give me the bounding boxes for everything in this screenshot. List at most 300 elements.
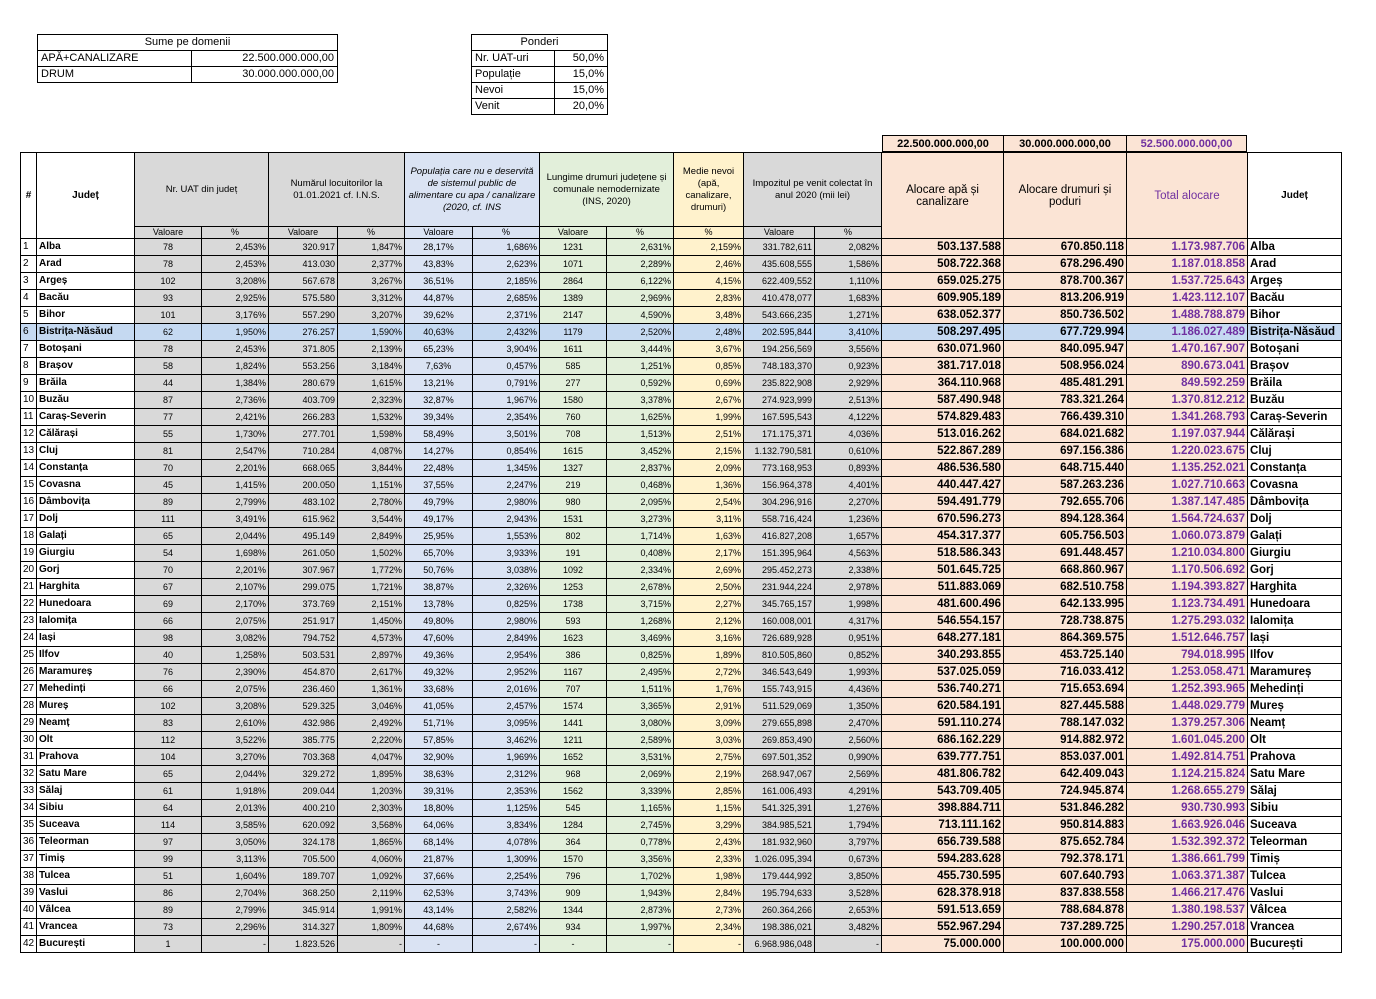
row-index[interactable]: 41	[21, 919, 37, 936]
total-alocare-value[interactable]: 1.466.217.476	[1127, 885, 1248, 902]
nedes-pct[interactable]: 3,904%	[473, 341, 540, 358]
row-index[interactable]: 35	[21, 817, 37, 834]
nevoi-value[interactable]: 1,36%	[674, 477, 744, 494]
row-judet[interactable]: Bistrița-Năsăud	[37, 324, 135, 341]
alocare-drum-value[interactable]: 837.838.558	[1004, 885, 1127, 902]
pop-value[interactable]: 385.775	[269, 732, 338, 749]
row-judet-right[interactable]: Ilfov	[1248, 647, 1342, 664]
impozit-value[interactable]: 295.452,273	[744, 562, 815, 579]
drum-length-pct[interactable]: 2,631%	[607, 239, 674, 256]
nevoi-value[interactable]: 2,67%	[674, 392, 744, 409]
impozit-value[interactable]: 1.026.095,394	[744, 851, 815, 868]
row-judet[interactable]: Prahova	[37, 749, 135, 766]
alocare-apa-value[interactable]: 508.297.495	[882, 324, 1004, 341]
nedes-value[interactable]: 40,63%	[405, 324, 473, 341]
alocare-drum-value[interactable]: 950.814.883	[1004, 817, 1127, 834]
uat-pct[interactable]: 1,698%	[202, 545, 269, 562]
ponderi-row[interactable]	[472, 51, 608, 67]
table-row[interactable]	[21, 698, 1342, 715]
impozit-pct[interactable]: 2,929%	[815, 375, 882, 392]
alocare-apa-value[interactable]: 340.293.855	[882, 647, 1004, 664]
row-judet[interactable]: Dâmbovița	[37, 494, 135, 511]
table-row[interactable]	[21, 528, 1342, 545]
drum-length-value[interactable]: 2864	[540, 273, 607, 290]
table-row[interactable]	[21, 273, 1342, 290]
impozit-pct[interactable]: 1,586%	[815, 256, 882, 273]
drum-length-pct[interactable]: 3,452%	[607, 443, 674, 460]
impozit-pct[interactable]: 3,556%	[815, 341, 882, 358]
row-judet-right[interactable]: Brăila	[1248, 375, 1342, 392]
total-alocare-value[interactable]: 1.386.661.799	[1127, 851, 1248, 868]
impozit-value[interactable]: 622.409,552	[744, 273, 815, 290]
uat-value[interactable]: 83	[135, 715, 202, 732]
nedes-value[interactable]: 13,21%	[405, 375, 473, 392]
pop-pct[interactable]: 1,809%	[338, 919, 405, 936]
uat-pct[interactable]: 3,176%	[202, 307, 269, 324]
uat-pct[interactable]: 2,013%	[202, 800, 269, 817]
drum-length-pct[interactable]: 3,378%	[607, 392, 674, 409]
pop-pct[interactable]: 1,721%	[338, 579, 405, 596]
nedes-value[interactable]: 38,87%	[405, 579, 473, 596]
impozit-pct[interactable]: 3,528%	[815, 885, 882, 902]
nedes-pct[interactable]: 3,743%	[473, 885, 540, 902]
alocare-drum-value[interactable]: 813.206.919	[1004, 290, 1127, 307]
total-alocare-value[interactable]: 1.488.788.879	[1127, 307, 1248, 324]
nedes-pct[interactable]: 0,457%	[473, 358, 540, 375]
row-index[interactable]: 39	[21, 885, 37, 902]
impozit-pct[interactable]: 3,850%	[815, 868, 882, 885]
alocare-drum-value[interactable]: 715.653.694	[1004, 681, 1127, 698]
drum-length-pct[interactable]: -	[607, 936, 674, 953]
pop-pct[interactable]: 1,865%	[338, 834, 405, 851]
nedes-value[interactable]: 58,49%	[405, 426, 473, 443]
nedes-value[interactable]: 68,14%	[405, 834, 473, 851]
uat-value[interactable]: 62	[135, 324, 202, 341]
row-judet-right[interactable]: Bistrița-Năsăud	[1248, 324, 1342, 341]
total-alocare-value[interactable]: 175.000.000	[1127, 936, 1248, 953]
nevoi-value[interactable]: 2,12%	[674, 613, 744, 630]
pop-pct[interactable]: 1,895%	[338, 766, 405, 783]
nevoi-value[interactable]: 1,63%	[674, 528, 744, 545]
row-judet[interactable]: Caraș-Severin	[37, 409, 135, 426]
nedes-pct[interactable]: 1,967%	[473, 392, 540, 409]
impozit-value[interactable]: 269.853,490	[744, 732, 815, 749]
alocare-apa-value[interactable]: 537.025.059	[882, 664, 1004, 681]
drum-length-pct[interactable]: 3,531%	[607, 749, 674, 766]
alocare-drum-value[interactable]: 642.409.043	[1004, 766, 1127, 783]
nedes-value[interactable]: 47,60%	[405, 630, 473, 647]
drum-length-pct[interactable]: 2,873%	[607, 902, 674, 919]
pop-pct[interactable]: 2,151%	[338, 596, 405, 613]
nedes-pct[interactable]: 3,834%	[473, 817, 540, 834]
alocare-drum-value[interactable]: 853.037.001	[1004, 749, 1127, 766]
nedes-value[interactable]: 43,14%	[405, 902, 473, 919]
impozit-value[interactable]: 345.765,157	[744, 596, 815, 613]
impozit-value[interactable]: 810.505,860	[744, 647, 815, 664]
alocare-apa-value[interactable]: 381.717.018	[882, 358, 1004, 375]
nevoi-value[interactable]: 2,46%	[674, 256, 744, 273]
nevoi-value[interactable]: 1,99%	[674, 409, 744, 426]
total-alocare-value[interactable]: 1.220.023.675	[1127, 443, 1248, 460]
pop-pct[interactable]: 1,450%	[338, 613, 405, 630]
row-index[interactable]: 29	[21, 715, 37, 732]
alocare-drum-value[interactable]: 875.652.784	[1004, 834, 1127, 851]
row-index[interactable]: 23	[21, 613, 37, 630]
drum-length-value[interactable]: 1327	[540, 460, 607, 477]
impozit-value[interactable]: 748.183,370	[744, 358, 815, 375]
pop-value[interactable]: 495.149	[269, 528, 338, 545]
nedes-pct[interactable]: 2,247%	[473, 477, 540, 494]
impozit-value[interactable]: 198.386,021	[744, 919, 815, 936]
row-judet[interactable]: Timiș	[37, 851, 135, 868]
pop-value[interactable]: 710.284	[269, 443, 338, 460]
total-alocare-value[interactable]: 1.187.018.858	[1127, 256, 1248, 273]
nedes-value[interactable]: 7,63%	[405, 358, 473, 375]
row-index[interactable]: 25	[21, 647, 37, 664]
impozit-pct[interactable]: 4,291%	[815, 783, 882, 800]
pop-pct[interactable]: 2,220%	[338, 732, 405, 749]
drum-length-value[interactable]: 1574	[540, 698, 607, 715]
table-row[interactable]	[21, 239, 1342, 256]
row-judet[interactable]: Mureș	[37, 698, 135, 715]
pop-value[interactable]: 705.500	[269, 851, 338, 868]
alocare-apa-value[interactable]: 670.596.273	[882, 511, 1004, 528]
alocare-drum-value[interactable]: 670.850.118	[1004, 239, 1127, 256]
uat-pct[interactable]: 2,075%	[202, 613, 269, 630]
impozit-value[interactable]: 260.364,266	[744, 902, 815, 919]
impozit-pct[interactable]: 3,797%	[815, 834, 882, 851]
row-judet-right[interactable]: Ialomița	[1248, 613, 1342, 630]
pop-pct[interactable]: 1,092%	[338, 868, 405, 885]
uat-value[interactable]: 70	[135, 460, 202, 477]
drum-length-pct[interactable]: 2,495%	[607, 664, 674, 681]
alocare-apa-value[interactable]: 503.137.588	[882, 239, 1004, 256]
drum-length-value[interactable]: 1253	[540, 579, 607, 596]
nevoi-value[interactable]: 3,09%	[674, 715, 744, 732]
total-alocare-value[interactable]: 1.663.926.046	[1127, 817, 1248, 834]
drum-length-value[interactable]: 364	[540, 834, 607, 851]
total-alocare-value[interactable]: 1.210.034.800	[1127, 545, 1248, 562]
pop-pct[interactable]: 2,617%	[338, 664, 405, 681]
impozit-pct[interactable]: 2,653%	[815, 902, 882, 919]
uat-value[interactable]: 99	[135, 851, 202, 868]
nedes-pct[interactable]: 2,354%	[473, 409, 540, 426]
pop-pct[interactable]: 3,312%	[338, 290, 405, 307]
alocare-drum-value[interactable]: 894.128.364	[1004, 511, 1127, 528]
pop-value[interactable]: 320.917	[269, 239, 338, 256]
pop-value[interactable]: 567.678	[269, 273, 338, 290]
drum-length-value[interactable]: 968	[540, 766, 607, 783]
nedes-value[interactable]: 28,17%	[405, 239, 473, 256]
ponderi-value[interactable]: 50,0%	[555, 51, 608, 67]
row-judet-right[interactable]: Cluj	[1248, 443, 1342, 460]
ponderi-label[interactable]: Nr. UAT-uri	[472, 51, 555, 67]
impozit-pct[interactable]: 1,276%	[815, 800, 882, 817]
impozit-value[interactable]: 194.256,569	[744, 341, 815, 358]
alocare-apa-value[interactable]: 628.378.918	[882, 885, 1004, 902]
pop-value[interactable]: 413.030	[269, 256, 338, 273]
drum-length-value[interactable]: 796	[540, 868, 607, 885]
row-judet-right[interactable]: Mehedinți	[1248, 681, 1342, 698]
drum-length-pct[interactable]: 3,080%	[607, 715, 674, 732]
pop-pct[interactable]: 1,203%	[338, 783, 405, 800]
pop-value[interactable]: 703.368	[269, 749, 338, 766]
drum-length-value[interactable]: 980	[540, 494, 607, 511]
row-judet[interactable]: Vâlcea	[37, 902, 135, 919]
alocare-drum-value[interactable]: 878.700.367	[1004, 273, 1127, 290]
uat-pct[interactable]: 3,585%	[202, 817, 269, 834]
alocare-apa-value[interactable]: 481.600.496	[882, 596, 1004, 613]
drum-length-value[interactable]: -	[540, 936, 607, 953]
row-judet[interactable]: Ilfov	[37, 647, 135, 664]
nevoi-value[interactable]: 2,91%	[674, 698, 744, 715]
total-alocare-value[interactable]: 1.387.147.485	[1127, 494, 1248, 511]
ponderi-value[interactable]: 15,0%	[555, 83, 608, 99]
nedes-value[interactable]: 37,66%	[405, 868, 473, 885]
pop-pct[interactable]: 3,267%	[338, 273, 405, 290]
nedes-value[interactable]: 21,87%	[405, 851, 473, 868]
nedes-value[interactable]: 65,23%	[405, 341, 473, 358]
pop-value[interactable]: 266.283	[269, 409, 338, 426]
row-index[interactable]: 16	[21, 494, 37, 511]
impozit-value[interactable]: 160.008,001	[744, 613, 815, 630]
alocare-drum-value[interactable]: 827.445.588	[1004, 698, 1127, 715]
row-index[interactable]: 17	[21, 511, 37, 528]
uat-value[interactable]: 61	[135, 783, 202, 800]
nevoi-value[interactable]: 3,29%	[674, 817, 744, 834]
sume-row[interactable]	[38, 67, 338, 83]
nedes-pct[interactable]: 2,185%	[473, 273, 540, 290]
table-row[interactable]	[21, 477, 1342, 494]
uat-pct[interactable]: 2,044%	[202, 528, 269, 545]
total-alocare-value[interactable]: 1.492.814.751	[1127, 749, 1248, 766]
table-row[interactable]	[21, 715, 1342, 732]
alocare-apa-value[interactable]: 398.884.711	[882, 800, 1004, 817]
impozit-value[interactable]: 268.947,067	[744, 766, 815, 783]
table-row[interactable]	[21, 834, 1342, 851]
row-judet-right[interactable]: Vrancea	[1248, 919, 1342, 936]
total-alocare-value[interactable]: 1.370.812.212	[1127, 392, 1248, 409]
row-index[interactable]: 10	[21, 392, 37, 409]
drum-length-pct[interactable]: 3,356%	[607, 851, 674, 868]
pop-value[interactable]: 553.256	[269, 358, 338, 375]
nedes-pct[interactable]: 2,371%	[473, 307, 540, 324]
drum-length-value[interactable]: 277	[540, 375, 607, 392]
impozit-pct[interactable]: 2,560%	[815, 732, 882, 749]
nedes-pct[interactable]: 2,674%	[473, 919, 540, 936]
impozit-pct[interactable]: 1,350%	[815, 698, 882, 715]
drum-length-pct[interactable]: 2,520%	[607, 324, 674, 341]
uat-pct[interactable]: 3,522%	[202, 732, 269, 749]
pop-pct[interactable]: 2,849%	[338, 528, 405, 545]
nedes-value[interactable]: 44,87%	[405, 290, 473, 307]
row-judet[interactable]: Covasna	[37, 477, 135, 494]
impozit-value[interactable]: 167.595,543	[744, 409, 815, 426]
table-row[interactable]	[21, 868, 1342, 885]
pop-value[interactable]: 277.701	[269, 426, 338, 443]
total-alocare-value[interactable]: 1.173.987.706	[1127, 239, 1248, 256]
drum-length-pct[interactable]: 0,825%	[607, 647, 674, 664]
drum-length-value[interactable]: 386	[540, 647, 607, 664]
impozit-value[interactable]: 697.501,352	[744, 749, 815, 766]
total-alocare-cell[interactable]: 52.500.000.000,00	[1126, 135, 1247, 152]
alocare-apa-value[interactable]: 364.110.968	[882, 375, 1004, 392]
total-alocare-value[interactable]: 1.564.724.637	[1127, 511, 1248, 528]
row-index[interactable]: 27	[21, 681, 37, 698]
uat-pct[interactable]: 3,208%	[202, 698, 269, 715]
uat-pct[interactable]: 2,075%	[202, 681, 269, 698]
nevoi-value[interactable]: 0,85%	[674, 358, 744, 375]
nevoi-value[interactable]: 0,69%	[674, 375, 744, 392]
uat-pct[interactable]: 2,201%	[202, 562, 269, 579]
pop-value[interactable]: 615.962	[269, 511, 338, 528]
pop-value[interactable]: 276.257	[269, 324, 338, 341]
row-index[interactable]: 20	[21, 562, 37, 579]
pop-pct[interactable]: 2,303%	[338, 800, 405, 817]
nedes-value[interactable]: 43,83%	[405, 256, 473, 273]
uat-value[interactable]: 102	[135, 698, 202, 715]
row-judet-right[interactable]: Constanța	[1248, 460, 1342, 477]
alocare-drum-value[interactable]: 792.655.706	[1004, 494, 1127, 511]
row-judet-right[interactable]: Hunedoara	[1248, 596, 1342, 613]
pop-value[interactable]: 373.769	[269, 596, 338, 613]
total-alocare-value[interactable]: 1.170.506.692	[1127, 562, 1248, 579]
alocare-apa-value[interactable]: 713.111.162	[882, 817, 1004, 834]
total-alocare-value[interactable]: 1.252.393.965	[1127, 681, 1248, 698]
drum-length-value[interactable]: 1570	[540, 851, 607, 868]
impozit-pct[interactable]: 4,036%	[815, 426, 882, 443]
impozit-value[interactable]: 416.827,208	[744, 528, 815, 545]
table-row[interactable]	[21, 341, 1342, 358]
uat-value[interactable]: 54	[135, 545, 202, 562]
nedes-value[interactable]: 41,05%	[405, 698, 473, 715]
drum-length-pct[interactable]: 2,589%	[607, 732, 674, 749]
nevoi-value[interactable]: 2,159%	[674, 239, 744, 256]
drum-length-value[interactable]: 1615	[540, 443, 607, 460]
nedes-pct[interactable]: 0,825%	[473, 596, 540, 613]
pop-pct[interactable]: 1,991%	[338, 902, 405, 919]
pop-pct[interactable]: 1,598%	[338, 426, 405, 443]
table-row[interactable]	[21, 749, 1342, 766]
nedes-value[interactable]: 49,17%	[405, 511, 473, 528]
drum-length-value[interactable]: 1611	[540, 341, 607, 358]
ponderi-row[interactable]	[472, 83, 608, 99]
row-judet-right[interactable]: Timiș	[1248, 851, 1342, 868]
uat-pct[interactable]: 3,491%	[202, 511, 269, 528]
uat-pct[interactable]: 3,082%	[202, 630, 269, 647]
pop-pct[interactable]: 2,119%	[338, 885, 405, 902]
nedes-value[interactable]: 13,78%	[405, 596, 473, 613]
alocare-apa-value[interactable]: 686.162.229	[882, 732, 1004, 749]
nedes-pct[interactable]: 3,933%	[473, 545, 540, 562]
pop-value[interactable]: 557.290	[269, 307, 338, 324]
nedes-value[interactable]: 36,51%	[405, 273, 473, 290]
drum-length-pct[interactable]: 2,745%	[607, 817, 674, 834]
row-index[interactable]: 15	[21, 477, 37, 494]
pop-value[interactable]: 483.102	[269, 494, 338, 511]
table-row[interactable]	[21, 664, 1342, 681]
pop-pct[interactable]: 1,151%	[338, 477, 405, 494]
row-judet[interactable]: Bihor	[37, 307, 135, 324]
uat-value[interactable]: 89	[135, 494, 202, 511]
impozit-value[interactable]: 156.964,378	[744, 477, 815, 494]
alocare-apa-value[interactable]: 620.584.191	[882, 698, 1004, 715]
uat-value[interactable]: 40	[135, 647, 202, 664]
uat-pct[interactable]: 2,704%	[202, 885, 269, 902]
pop-value[interactable]: 403.709	[269, 392, 338, 409]
row-judet[interactable]: Teleorman	[37, 834, 135, 851]
impozit-pct[interactable]: 2,470%	[815, 715, 882, 732]
total-alocare-value[interactable]: 1.341.268.793	[1127, 409, 1248, 426]
impozit-pct[interactable]: 2,082%	[815, 239, 882, 256]
table-row[interactable]	[21, 613, 1342, 630]
sume-label[interactable]: APĂ+CANALIZARE	[38, 51, 192, 67]
nedes-pct[interactable]: 1,686%	[473, 239, 540, 256]
pop-pct[interactable]: 2,780%	[338, 494, 405, 511]
nevoi-value[interactable]: 3,16%	[674, 630, 744, 647]
alocare-apa-value[interactable]: 546.554.157	[882, 613, 1004, 630]
uat-value[interactable]: 67	[135, 579, 202, 596]
drum-length-pct[interactable]: 3,365%	[607, 698, 674, 715]
row-index[interactable]: 7	[21, 341, 37, 358]
total-alocare-value[interactable]: 1.123.734.491	[1127, 596, 1248, 613]
nevoi-value[interactable]: 2,72%	[674, 664, 744, 681]
table-row[interactable]	[21, 851, 1342, 868]
drum-length-value[interactable]: 802	[540, 528, 607, 545]
impozit-value[interactable]: 331.782,611	[744, 239, 815, 256]
uat-value[interactable]: 112	[135, 732, 202, 749]
row-judet-right[interactable]: Sibiu	[1248, 800, 1342, 817]
uat-pct[interactable]: 2,453%	[202, 256, 269, 273]
uat-value[interactable]: 87	[135, 392, 202, 409]
nevoi-value[interactable]: 2,75%	[674, 749, 744, 766]
row-judet-right[interactable]: Neamț	[1248, 715, 1342, 732]
drum-length-value[interactable]: 1441	[540, 715, 607, 732]
pop-pct[interactable]: 1,361%	[338, 681, 405, 698]
drum-length-pct[interactable]: 2,069%	[607, 766, 674, 783]
row-judet-right[interactable]: Mureș	[1248, 698, 1342, 715]
row-index[interactable]: 11	[21, 409, 37, 426]
pop-value[interactable]: 251.917	[269, 613, 338, 630]
nedes-pct[interactable]: 2,457%	[473, 698, 540, 715]
row-judet-right[interactable]: Suceava	[1248, 817, 1342, 834]
alocare-apa-value[interactable]: 591.513.659	[882, 902, 1004, 919]
drum-length-pct[interactable]: 1,702%	[607, 868, 674, 885]
nedes-value[interactable]: 50,76%	[405, 562, 473, 579]
alocare-apa-value[interactable]: 75.000.000	[882, 936, 1004, 953]
impozit-pct[interactable]: 1,236%	[815, 511, 882, 528]
row-judet[interactable]: Buzău	[37, 392, 135, 409]
impozit-pct[interactable]: 3,410%	[815, 324, 882, 341]
drum-length-pct[interactable]: 1,251%	[607, 358, 674, 375]
alocare-apa-value[interactable]: 594.491.779	[882, 494, 1004, 511]
row-judet[interactable]: Alba	[37, 239, 135, 256]
drum-length-pct[interactable]: 1,997%	[607, 919, 674, 936]
impozit-pct[interactable]: 4,317%	[815, 613, 882, 630]
nevoi-value[interactable]: 2,27%	[674, 596, 744, 613]
row-judet-right[interactable]: Satu Mare	[1248, 766, 1342, 783]
drum-length-pct[interactable]: 1,268%	[607, 613, 674, 630]
uat-pct[interactable]: 1,950%	[202, 324, 269, 341]
total-alocare-value[interactable]: 794.018.995	[1127, 647, 1248, 664]
row-index[interactable]: 30	[21, 732, 37, 749]
uat-value[interactable]: 102	[135, 273, 202, 290]
table-row[interactable]	[21, 579, 1342, 596]
nedes-pct[interactable]: -	[473, 936, 540, 953]
nevoi-value[interactable]: 3,48%	[674, 307, 744, 324]
uat-pct[interactable]: 1,730%	[202, 426, 269, 443]
total-alocare-value[interactable]: 1.380.198.537	[1127, 902, 1248, 919]
